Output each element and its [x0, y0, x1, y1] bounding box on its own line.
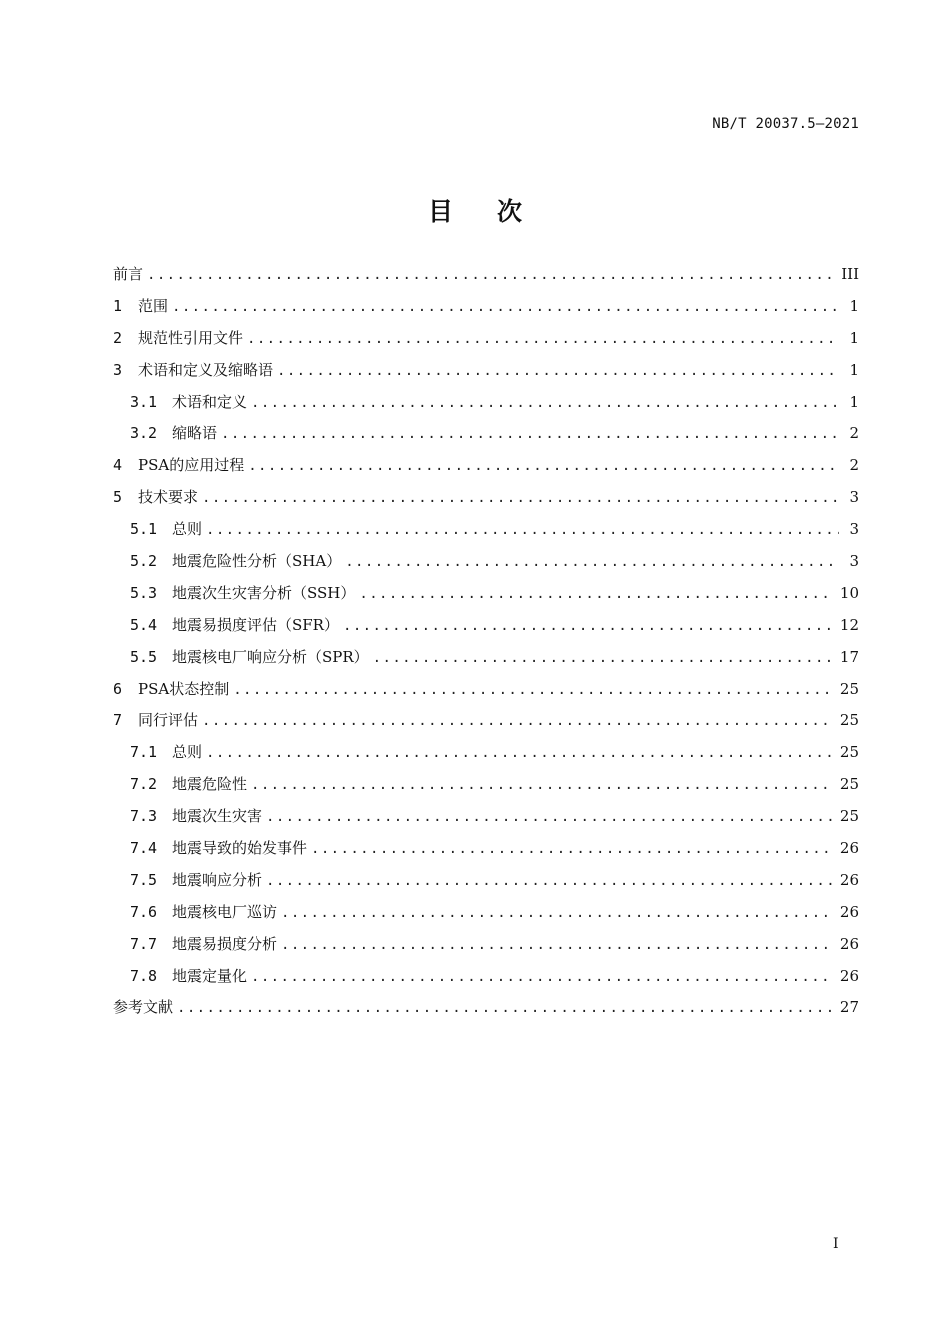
toc-dot-leader: [277, 359, 839, 383]
toc-entry-title: 地震响应分析: [172, 870, 263, 889]
toc-entry-page: 3: [849, 488, 859, 507]
toc-entry-page: 26: [839, 966, 859, 985]
toc-dot-leader: [206, 741, 834, 765]
toc-dot-leader: [233, 678, 834, 702]
toc-entry[interactable]: [113, 645, 859, 677]
page-title: [0, 192, 950, 228]
toc-dot-leader: [251, 773, 834, 797]
toc-entry-title: 地震次生灾害分析（SSH）: [172, 583, 356, 602]
toc-entry-page: 17: [839, 647, 859, 666]
toc-entry-title: 同行评估: [138, 711, 199, 730]
table-of-contents: [113, 262, 859, 1027]
toc-entry-title: 规范性引用文件: [138, 328, 244, 347]
toc-entry-number: 3.1: [130, 392, 158, 411]
toc-entry-page: 1: [849, 392, 859, 411]
toc-entry[interactable]: [113, 836, 859, 868]
toc-entry-page: 26: [839, 902, 859, 921]
toc-entry[interactable]: [113, 453, 859, 485]
toc-dot-leader: [247, 327, 839, 351]
toc-entry-number: 7.3: [130, 807, 158, 826]
toc-entry-page: 26: [839, 870, 859, 889]
toc-entry[interactable]: [113, 390, 859, 422]
toc-entry-page: 25: [839, 775, 859, 794]
toc-entry-title: 前言: [113, 265, 144, 283]
toc-entry[interactable]: [113, 868, 859, 900]
toc-entry-page: 3: [849, 552, 859, 571]
standard-number: NB/T 20037.5—2021: [712, 116, 859, 132]
toc-entry[interactable]: [113, 581, 859, 613]
page-number: I: [833, 1236, 839, 1252]
title-char-1: 目: [427, 197, 453, 226]
toc-dot-leader: [251, 965, 834, 989]
toc-entry-number: 7: [113, 711, 123, 730]
toc-entry-page: 26: [839, 839, 859, 858]
toc-dot-leader: [177, 996, 834, 1020]
toc-entry[interactable]: [113, 517, 859, 549]
toc-entry-number: 7.8: [130, 966, 158, 985]
toc-dot-leader: [202, 486, 839, 510]
toc-dot-leader: [343, 614, 834, 638]
toc-dot-leader: [202, 709, 834, 733]
toc-entry[interactable]: [113, 804, 859, 836]
toc-entry-number: 3: [113, 360, 123, 379]
toc-dot-leader: [345, 550, 839, 574]
toc-dot-leader: [248, 454, 839, 478]
toc-entry-page: 10: [839, 583, 859, 602]
toc-entry-page: 2: [849, 424, 859, 443]
toc-entry[interactable]: [113, 262, 859, 294]
toc-dot-leader: [359, 582, 834, 606]
toc-entry-title: 地震易损度分析: [172, 934, 278, 953]
toc-dot-leader: [311, 837, 834, 861]
toc-entry-number: 3.2: [130, 424, 158, 443]
toc-entry[interactable]: [113, 772, 859, 804]
toc-entry-title: 技术要求: [138, 488, 199, 507]
toc-entry-page: 27: [839, 998, 859, 1017]
toc-dot-leader: [266, 805, 834, 829]
toc-dot-leader: [221, 422, 839, 446]
toc-dot-leader: [147, 263, 835, 287]
toc-entry-number: 4: [113, 456, 123, 475]
toc-entry-title: 地震危险性: [172, 775, 248, 794]
toc-entry-title: 术语和定义: [172, 392, 248, 411]
toc-entry-title: 参考文献: [113, 998, 174, 1017]
toc-entry-page: 2: [849, 456, 859, 475]
toc-entry-page: 3: [849, 520, 859, 539]
toc-entry-title: 地震危险性分析（SHA）: [172, 552, 342, 571]
toc-dot-leader: [281, 901, 834, 925]
toc-entry-page: 26: [839, 934, 859, 953]
toc-entry[interactable]: [113, 932, 859, 964]
toc-entry-title: 术语和定义及缩略语: [138, 360, 274, 379]
toc-entry-number: 7.4: [130, 839, 158, 858]
toc-entry-number: 5.5: [130, 647, 158, 666]
toc-entry-number: 5.4: [130, 615, 158, 634]
toc-entry-page: 1: [849, 296, 859, 315]
toc-entry-page: 25: [839, 679, 859, 698]
toc-entry-title: 地震核电厂巡访: [172, 902, 278, 921]
toc-entry-title: 地震核电厂响应分析（SPR）: [172, 647, 369, 666]
toc-entry[interactable]: [113, 358, 859, 390]
toc-entry-title: 地震易损度评估（SFR）: [172, 615, 339, 634]
toc-entry-page: 25: [839, 807, 859, 826]
toc-entry-title: 总则: [172, 743, 203, 762]
toc-dot-leader: [281, 933, 834, 957]
toc-entry-page: 25: [839, 743, 859, 762]
toc-entry[interactable]: [113, 964, 859, 996]
toc-entry-number: 7.7: [130, 934, 158, 953]
toc-entry-title: 地震定量化: [172, 966, 248, 985]
toc-entry-number: 5.1: [130, 520, 158, 539]
toc-entry-title: 总则: [172, 520, 203, 539]
toc-entry-number: 1: [113, 296, 123, 315]
toc-entry[interactable]: [113, 900, 859, 932]
toc-entry-title: 缩略语: [172, 424, 218, 443]
toc-entry[interactable]: [113, 995, 859, 1027]
toc-entry-number: 5: [113, 488, 123, 507]
toc-entry-number: 5.2: [130, 552, 158, 571]
toc-entry[interactable]: [113, 708, 859, 740]
toc-dot-leader: [373, 646, 834, 670]
toc-entry-page: 25: [839, 711, 859, 730]
toc-entry-number: 7.6: [130, 902, 158, 921]
toc-entry[interactable]: [113, 421, 859, 453]
toc-entry-page: 1: [849, 360, 859, 379]
toc-entry-title: 地震次生灾害: [172, 807, 263, 826]
toc-entry-page: 1: [849, 328, 859, 347]
toc-entry-title: 范围: [138, 296, 169, 315]
toc-entry-title: 地震导致的始发事件: [172, 839, 308, 858]
toc-entry-title: PSA的应用过程: [138, 456, 245, 475]
toc-entry-number: 7.2: [130, 775, 158, 794]
toc-entry[interactable]: [113, 485, 859, 517]
toc-entry[interactable]: [113, 294, 859, 326]
toc-entry-title: PSA状态控制: [138, 679, 230, 698]
toc-dot-leader: [251, 391, 839, 415]
toc-entry-page: 12: [839, 615, 859, 634]
toc-entry-number: 2: [113, 328, 123, 347]
toc-entry[interactable]: [113, 549, 859, 581]
toc-entry[interactable]: [113, 740, 859, 772]
toc-entry-number: 7.1: [130, 743, 158, 762]
title-char-2: 次: [497, 197, 523, 226]
toc-entry-number: 6: [113, 679, 123, 698]
toc-dot-leader: [206, 518, 839, 542]
toc-entry-number: 7.5: [130, 870, 158, 889]
toc-dot-leader: [266, 869, 834, 893]
toc-entry[interactable]: [113, 326, 859, 358]
toc-entry[interactable]: [113, 613, 859, 645]
toc-dot-leader: [172, 295, 839, 319]
toc-entry-number: 5.3: [130, 583, 158, 602]
toc-entry[interactable]: [113, 677, 859, 709]
toc-entry-page: III: [841, 265, 859, 283]
